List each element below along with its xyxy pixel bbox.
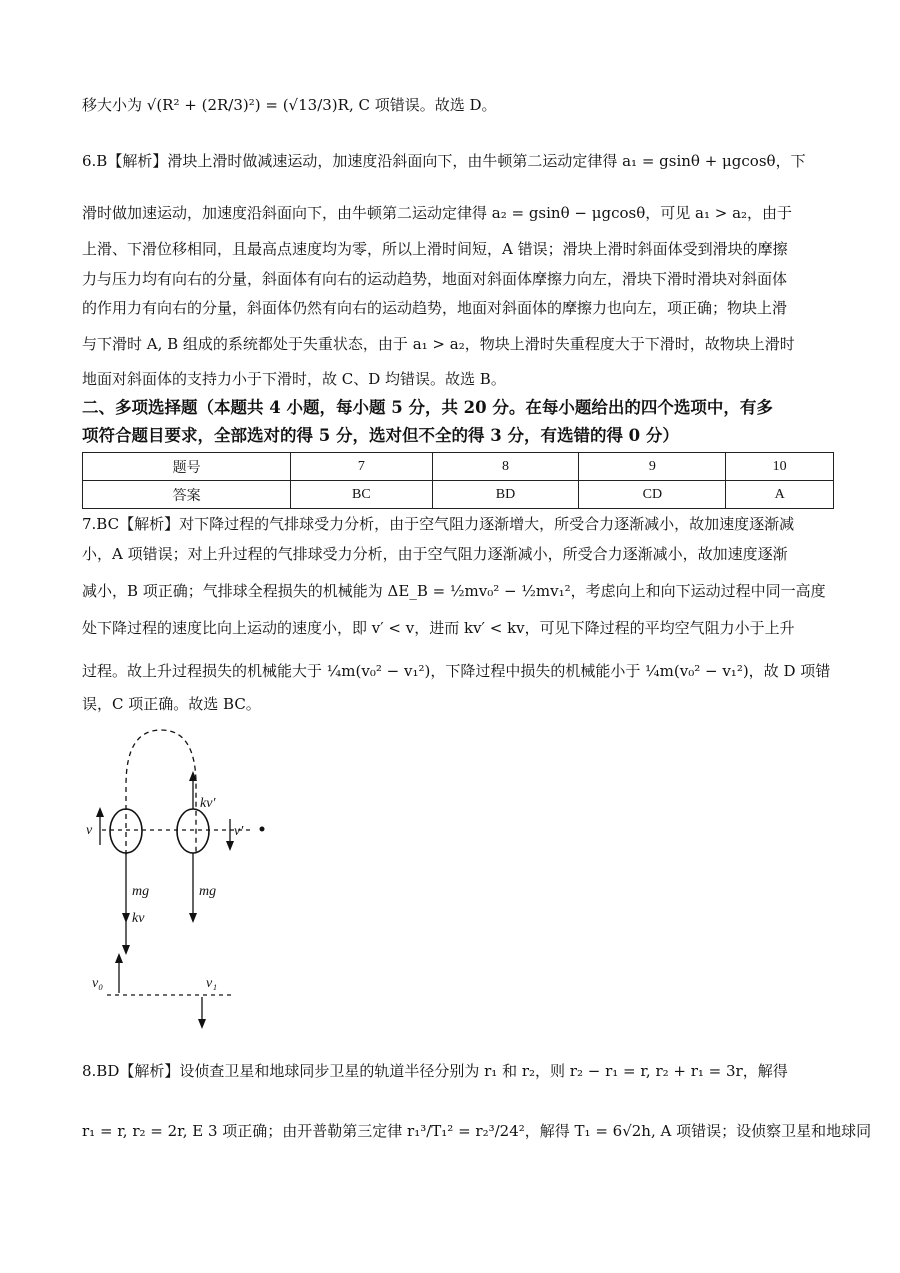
table-row [83,453,834,481]
answer-table [82,452,834,509]
label-v1: v₁ [206,976,218,991]
text-line-16: r₁ = r, r₂ = 2r, E 3 项正确；由开普勒第三定律 r₁³/T₁² = r₂³/24²，解得 T₁ = 6√2h, A 项错误；设侦察卫星和地球同 [82,1122,872,1140]
text-line-9: 7.BC【解析】对下降过程的气排球受力分析，由于空气阻力逐渐增大，所受合力逐渐减小，故加速度逐渐减 [82,515,795,533]
label-mg-left: mg [132,884,150,899]
label-kv-prime: kv′ [200,796,216,811]
table-cell: A [726,481,834,509]
label-v0: v₀ [92,976,104,991]
arrow-mg-right-head [189,913,197,923]
section-heading-line-2: 项符合题目要求，全部选对的得 5 分，选对但不全的得 3 分，有选错的得 0 分） [82,426,679,445]
arrow-v0-head [115,953,123,963]
text-line-8: 地面对斜面体的支持力小于下滑时，故 C、D 均错误。故选 B。 [82,370,506,388]
text-line-3: 滑时做加速运动，加速度沿斜面向下，由牛顿第二运动定律得 a₂ = gsinθ − μgcosθ，可见 a₁ > a₂，由于 [82,204,793,222]
text-line-14: 误，C 项正确。故选 BC。 [82,695,261,713]
text-line-1: 移大小为 √(R² + (2R/3)²) = (√13/3)R, C 项错误。故选 D。 [82,96,497,114]
trajectory-path [126,730,196,855]
text-line-2: 6.B【解析】滑块上滑时做减速运动，加速度沿斜面向下，由牛顿第二运动定律得 a₁ = gsinθ + μgcosθ，下 [82,152,806,170]
table-cell: 10 [726,453,834,481]
table-cell: CD [579,481,726,509]
table-row [83,481,834,509]
dot-marker [260,827,265,832]
table-cell: BC [291,481,432,509]
force-diagram [82,725,282,1035]
label-v-prime: v′ [234,824,244,839]
section-heading-line-1: 二、多项选择题（本题共 4 小题，每小题 5 分，共 20 分。在每小题给出的四个选项中，有多 [82,398,773,417]
text-line-12: 处下降过程的速度比向上运动的速度小，即 v′ < v，进而 kv′ < kv，可见下降过程的平均空气阻力小于上升 [82,619,795,637]
table-cell: BD [432,481,579,509]
arrow-v-prime-head [226,841,234,851]
label-v: v [86,823,93,838]
arrow-v1-head [198,1019,206,1029]
label-mg-right: mg [199,884,217,899]
text-line-4: 上滑、下滑位移相同，且最高点速度均为零，所以上滑时间短，A 错误；滑块上滑时斜面体受到滑块的摩擦 [82,240,788,258]
arrow-v-head [96,807,104,817]
arrow-kv-head [122,945,130,955]
table-cell: 8 [432,453,579,481]
text-line-11: 减小，B 项正确；气排球全程损失的机械能为 ΔE_B = ½mv₀² − ½mv₁²，考虑向上和向下运动过程中同一高度 [82,582,826,600]
table-cell: 答案 [83,481,291,509]
table-cell: 7 [291,453,432,481]
text-line-5: 力与压力均有向右的分量，斜面体有向右的运动趋势，地面对斜面体摩擦力向左，滑块下滑时滑块对斜面体 [82,270,788,288]
label-kv: kv [132,911,145,926]
text-line-7: 与下滑时 A, B 组成的系统都处于失重状态，由于 a₁ > a₂，物块上滑时失重程度大于下滑时，故物块上滑时 [82,335,795,353]
text-line-13: 过程。故上升过程损失的机械能大于 ¼m(v₀² − v₁²)，下降过程中损失的机械能小于 ¼m(v₀² − v₁²)，故 D 项错 [82,662,831,680]
table-cell: 9 [579,453,726,481]
text-line-10: 小，A 项错误；对上升过程的气排球受力分析，由于空气阻力逐渐减小，所受合力逐渐减小，故加速度逐渐 [82,545,788,563]
ball-falling [177,809,209,853]
text-line-15: 8.BD【解析】设侦查卫星和地球同步卫星的轨道半径分别为 r₁ 和 r₂，则 r₂ − r₁ = r, r₂ + r₁ = 3r，解得 [82,1062,788,1080]
text-line-6: 的作用力有向右的分量，斜面体仍然有向右的运动趋势，地面对斜面体的摩擦力也向左，项正确；物块上滑 [82,299,788,317]
table-cell: 题号 [83,453,291,481]
